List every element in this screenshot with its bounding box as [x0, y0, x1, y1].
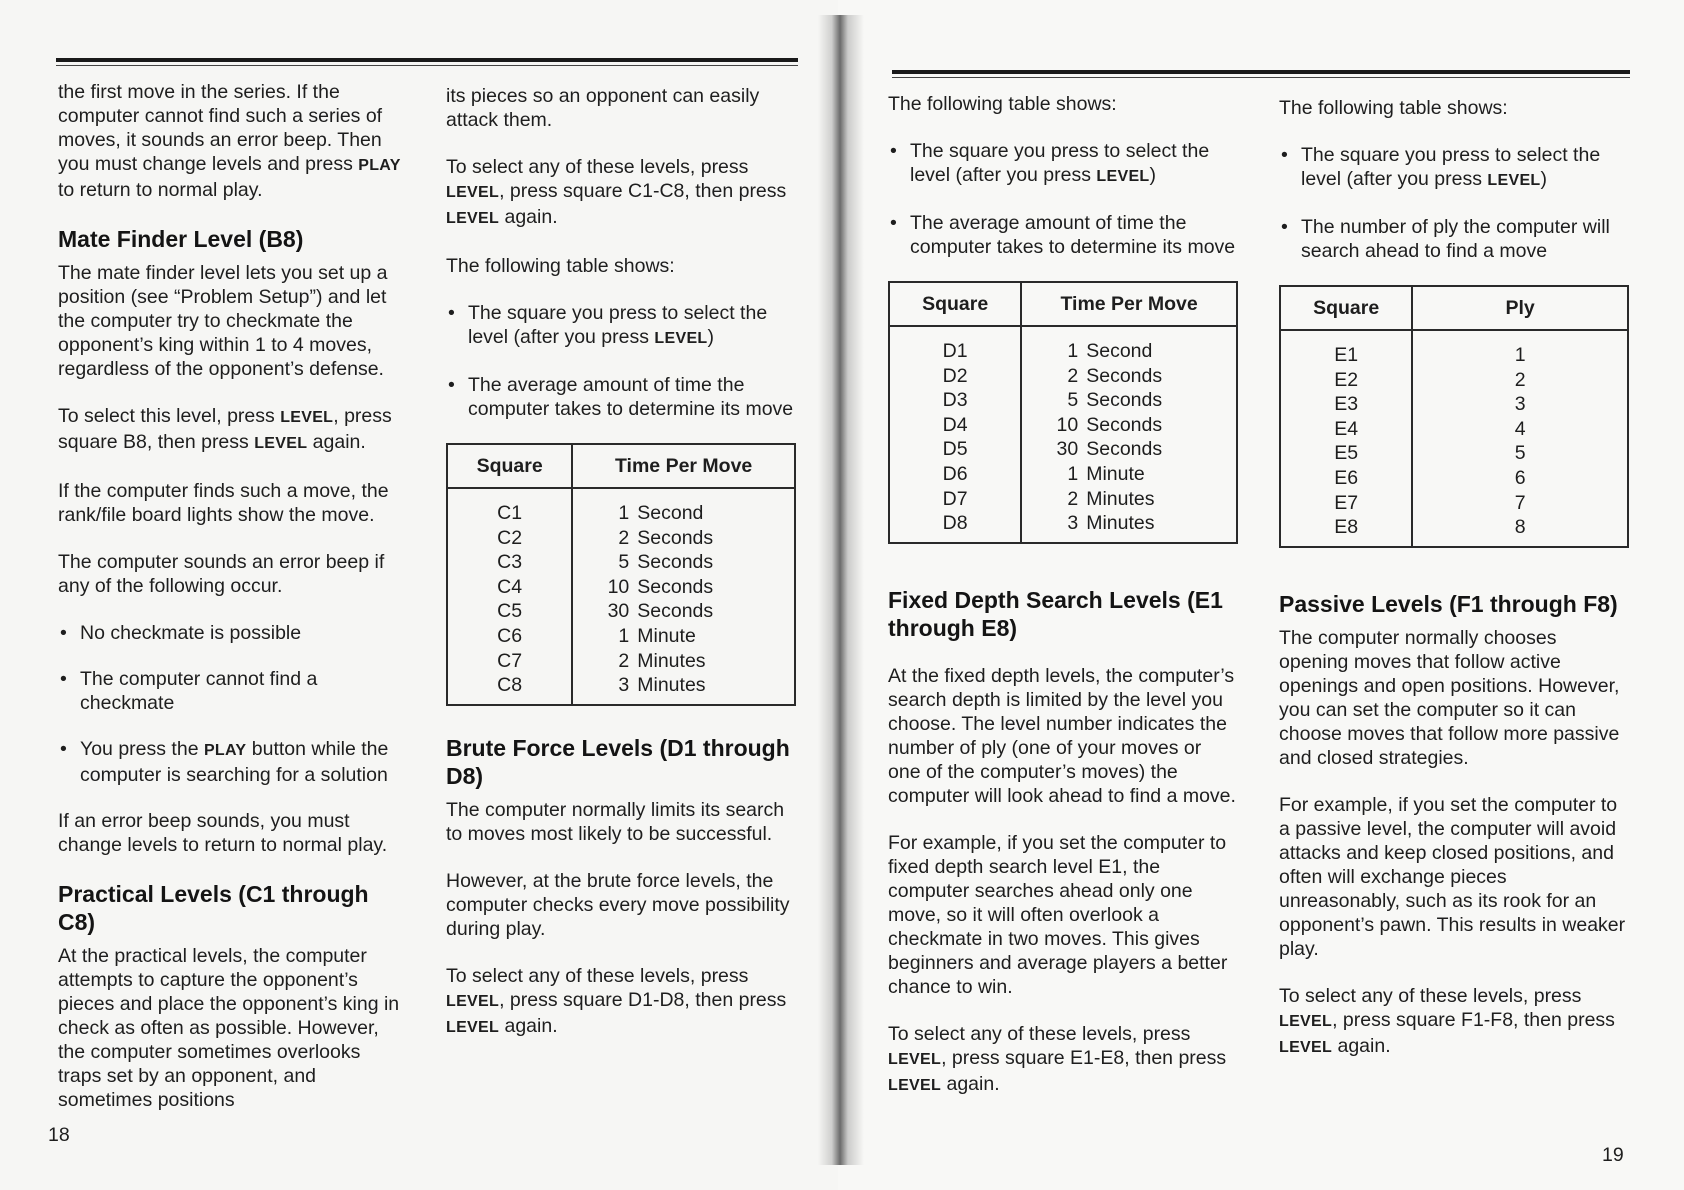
table-header-square: Square: [1280, 286, 1412, 330]
table-cell: E4: [1334, 417, 1359, 440]
table-cell: 1 Minute: [618, 624, 696, 647]
square-column: [447, 488, 572, 705]
list-item: • The square you press to select the level (after you press LEVEL): [1279, 143, 1629, 193]
fixed-depth-select-paragraph: To select any of these levels, press LEVEL, press square E1-E8, then press LEVEL again.: [888, 1022, 1227, 1095]
right-header-rule: [892, 70, 1630, 74]
brute-force-levels-table: [888, 281, 1238, 544]
table-cell: 5 Seconds: [618, 551, 714, 574]
table-cell: 30 Seconds: [607, 600, 714, 623]
passive-paragraph-1: The computer normally chooses opening moves that follow active openings and open positions. However, you can set the computer so it can choose moves that follow more passive and closed strategies.: [1279, 626, 1620, 769]
table-cell: C3: [497, 551, 523, 574]
page-number-right: 19: [1602, 1144, 1624, 1166]
table-description-list: [1279, 143, 1629, 263]
table-header-time: Time Per Move: [572, 444, 795, 488]
list-item: • You press the PLAY button while the computer is searching for a solution: [58, 737, 402, 787]
mate-finder-return-paragraph: If an error beep sounds, you must change levels to return to normal play.: [58, 810, 388, 856]
table-cell: D1: [942, 340, 968, 362]
mate-finder-lights-paragraph: If the computer finds such a move, the rank/file board lights show the move.: [58, 480, 389, 526]
table-cell: D4: [942, 413, 968, 436]
practical-select-paragraph: To select any of these levels, press LEVEL, press square C1-C8, then press LEVEL again.: [446, 156, 787, 228]
table-cell: 1: [1514, 344, 1526, 366]
table-cell: D6: [942, 462, 968, 485]
passive-levels-heading: Passive Levels (F1 through F8): [1279, 590, 1618, 617]
right-page-column-2: [1279, 96, 1629, 1083]
list-item: • The square you press to select the level (after you press LEVEL): [446, 301, 796, 351]
table-cell: C8: [497, 674, 523, 697]
table-cell: 1 Second: [1067, 340, 1153, 362]
table-cell: 2: [1514, 368, 1526, 391]
fixed-depth-levels-table: [1279, 285, 1629, 548]
list-item: • The average amount of time the computer takes to determine its move: [446, 373, 796, 421]
page-number-left: 18: [48, 1124, 70, 1146]
intro-paragraph: the first move in the series. If the computer cannot find such a series of moves, it sounds an error beep. Then you must change levels and press PLAY to return to normal play.: [58, 81, 401, 201]
table-description-list: [888, 139, 1238, 259]
time-column: [1021, 326, 1237, 543]
table-cell: 2 Minutes: [1067, 487, 1155, 510]
table-cell: C6: [497, 624, 523, 647]
book-spine-shadow: [818, 15, 864, 1165]
table-cell: C5: [497, 600, 523, 623]
table-cell: D5: [942, 438, 968, 461]
table-cell: E3: [1334, 393, 1359, 416]
table-header-square: Square: [447, 444, 572, 488]
mate-finder-paragraph-1: The mate finder level lets you set up a position (see “Problem Setup”) and let the computer try to checkmate the opponent’s king within 1 to 4 moves, regardless of the opponent’s defense.: [58, 262, 388, 380]
table-cell: E2: [1334, 368, 1359, 391]
table-cell: 1 Minute: [1067, 462, 1145, 485]
brute-force-paragraph-1: The computer normally limits its search to moves most likely to be successful.: [446, 798, 785, 845]
brute-force-select-paragraph: To select any of these levels, press LEVEL, press square D1-D8, then press LEVEL again.: [446, 964, 787, 1037]
table-cell: 3 Minutes: [618, 674, 706, 697]
brute-force-paragraph-2: However, at the brute force levels, the computer checks every move possibility during play.: [446, 869, 790, 940]
table-cell: E7: [1334, 491, 1359, 514]
left-page-column-2: [446, 84, 796, 1063]
right-page-column-1: [888, 92, 1238, 1121]
square-column: [1280, 330, 1412, 547]
table-cell: 4: [1514, 417, 1526, 440]
list-item: • The average amount of time the computer takes to determine its move: [888, 211, 1238, 259]
table-intro-paragraph: The following table shows:: [888, 93, 1117, 115]
mate-finder-select-paragraph: To select this level, press LEVEL, press square B8, then press LEVEL again.: [58, 405, 392, 453]
table-cell: 10 Seconds: [607, 575, 714, 598]
brute-force-heading: Brute Force Levels (D1 through D8): [446, 734, 790, 789]
list-item: • No checkmate is possible: [58, 621, 402, 645]
table-cell: E8: [1334, 516, 1359, 539]
table-cell: 3 Minutes: [1067, 512, 1155, 535]
table-header-ply: Ply: [1412, 286, 1628, 330]
table-cell: D2: [942, 364, 968, 387]
table-cell: 2 Minutes: [618, 649, 706, 672]
table-cell: 30 Seconds: [1056, 438, 1163, 461]
list-item: • The number of ply the computer will search ahead to find a move: [1279, 215, 1629, 263]
table-header-square: Square: [889, 282, 1021, 326]
table-cell: D3: [942, 389, 968, 412]
table-cell: E1: [1334, 344, 1359, 366]
table-cell: 5 Seconds: [1067, 389, 1163, 412]
table-cell: 2 Seconds: [618, 526, 714, 549]
table-cell: 7: [1514, 491, 1526, 514]
table-cell: D7: [942, 487, 968, 510]
table-cell: C2: [497, 526, 523, 549]
error-conditions-list: [58, 621, 402, 787]
fixed-depth-heading: Fixed Depth Search Levels (E1 through E8): [888, 586, 1223, 641]
left-page-column-1: [58, 80, 402, 1135]
table-header-time: Time Per Move: [1021, 282, 1237, 326]
table-cell: 2 Seconds: [1067, 364, 1163, 387]
practical-continued-paragraph: its pieces so an opponent can easily attack them.: [446, 85, 760, 131]
table-cell: C4: [497, 575, 523, 598]
table-cell: 3: [1514, 393, 1526, 416]
table-cell: 10 Seconds: [1056, 413, 1163, 436]
table-cell: 8: [1514, 516, 1526, 539]
fixed-depth-paragraph-2: For example, if you set the computer to fixed depth search level E1, the computer searches ahead only one move, so it will often overlook a checkmate in two moves. This gives beginners and average players a better chance to win.: [888, 831, 1228, 998]
table-intro-paragraph: The following table shows:: [446, 255, 675, 277]
practical-levels-table: [446, 443, 796, 706]
list-item: • The computer cannot find a checkmate: [58, 667, 402, 715]
time-column: [572, 488, 795, 705]
table-cell: 6: [1514, 466, 1526, 489]
passive-select-paragraph: To select any of these levels, press LEVEL, press square F1-F8, then press LEVEL again.: [1279, 984, 1615, 1057]
ply-column: [1412, 330, 1628, 547]
practical-levels-paragraph: At the practical levels, the computer attempts to capture the opponent’s pieces and place the opponent’s king in check as often as possible. However, the computer sometimes overlooks traps set by an opponent, and sometimes positions: [58, 945, 400, 1111]
table-cell: D8: [942, 512, 968, 535]
passive-paragraph-2: For example, if you set the computer to a passive level, the computer will avoid attacks and keep closed positions, and often will exchange pieces unreasonably, such as its rook for an opponent’s pawn. This results in weaker play.: [1279, 793, 1626, 960]
table-cell: 1 Second: [618, 502, 704, 524]
fixed-depth-paragraph-1: At the fixed depth levels, the computer’s search depth is limited by the level you choose. The level number indicates the number of ply (one of your moves or one of the computer’s moves) the computer will look ahead to find a move.: [888, 664, 1236, 807]
left-header-rule: [56, 58, 798, 62]
table-intro-paragraph: The following table shows:: [1279, 97, 1508, 119]
table-cell: E6: [1334, 466, 1359, 489]
table-cell: E5: [1334, 442, 1359, 465]
mate-finder-heading: Mate Finder Level (B8): [58, 226, 304, 252]
table-cell: 5: [1514, 442, 1526, 465]
list-item: • The square you press to select the level (after you press LEVEL): [888, 139, 1238, 189]
square-column: [889, 326, 1021, 543]
practical-levels-heading: Practical Levels (C1 through C8): [58, 881, 369, 935]
mate-finder-error-paragraph: The computer sounds an error beep if any of the following occur.: [58, 551, 385, 597]
table-cell: C1: [497, 502, 523, 524]
table-description-list: [446, 301, 796, 421]
table-cell: C7: [497, 649, 523, 672]
